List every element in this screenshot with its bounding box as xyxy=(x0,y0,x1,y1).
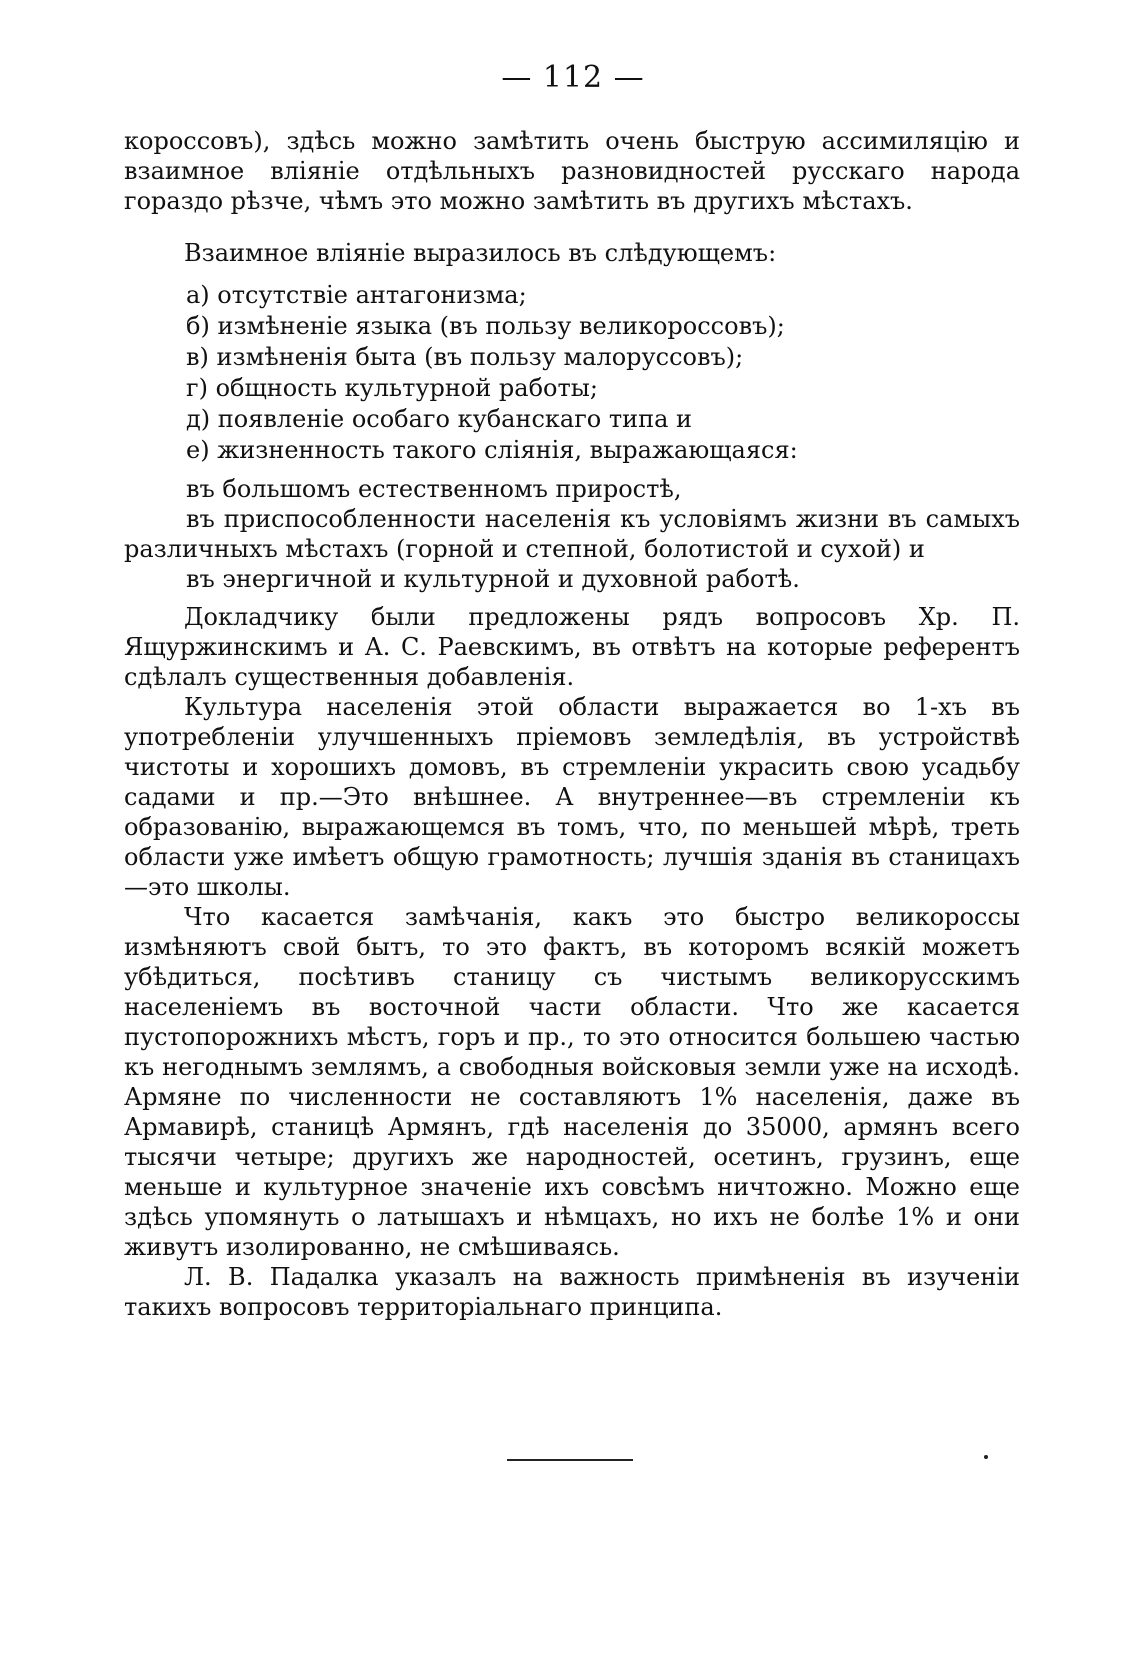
list-item: е) жизненность такого сліянія, выражающаяся: xyxy=(186,436,798,464)
list-item: г) общность культурной работы; xyxy=(186,374,598,402)
list-item: в) измѣненія быта (въ пользу малоруссовъ); xyxy=(186,343,744,371)
list-item: д) появленіе особаго кубанскаго типа и xyxy=(186,405,693,433)
list-item: а) отсутствіе антагонизма; xyxy=(186,281,527,309)
influence-list xyxy=(186,280,1020,466)
end-rule xyxy=(507,1459,633,1461)
body-paragraph: Что касается замѣчанія, какъ это быстро великороссы измѣняютъ свой бытъ, то это фактъ, въ которомъ всякій можетъ убѣдиться, посѣтивъ станицу съ чистымъ великорусскимъ населеніемъ въ восточной части области. Что же касается пустопорожнихъ мѣстъ, горъ и пр., то это относится большею частью къ негоднымъ землямъ, а свободныя войсковыя земли уже на исходѣ. Армяне по численности не составляютъ 1% населенія, даже въ Армавирѣ, станицѣ Армянъ, гдѣ населенія до 35000, армянъ всего тысячи четыре; другихъ же народностей, осетинъ, грузинъ, еще меньше и культурное значеніе ихъ совсѣмъ ничтожно. Можно еще здѣсь упомянуть о латышахъ и нѣмцахъ, но ихъ не болѣе 1% и они живутъ изолированно, не смѣшиваясь. xyxy=(124,903,1020,1261)
intro-paragraph: короссовъ), здѣсь можно замѣтить очень быструю ассимиляцію и взаимное вліяніе отдѣльныхъ разновидностей русскаго народа гораздо рѣзче, чѣмъ это можно замѣтить въ другихъ мѣстахъ. xyxy=(124,127,1020,215)
influence-heading: Взаимное вліяніе выразилось въ слѣдующемъ: xyxy=(184,239,777,267)
page-number: — 112 — xyxy=(501,60,645,95)
ink-speck xyxy=(984,1455,988,1459)
vitality-item: въ приспособленности населенія къ условіямъ жизни въ самыхъ различныхъ мѣстахъ (горной и степной, болотистой и сухой) и xyxy=(124,505,1020,563)
page-body xyxy=(124,126,1020,1322)
body-paragraph: Л. В. Падалка указалъ на важность примѣненія въ изученіи такихъ вопросовъ территоріальнаго принципа. xyxy=(124,1263,1020,1321)
vitality-items xyxy=(124,474,1020,594)
body-paragraph: Докладчику были предложены рядъ вопросовъ Хр. П. Ящуржинскимъ и А. С. Раевскимъ, въ отвѣтъ на которые референтъ сдѣлалъ существенныя добавленія. xyxy=(124,603,1020,691)
body-paragraph: Культура населенія этой области выражается во 1-хъ въ употребленіи улучшенныхъ пріемовъ земледѣлія, въ устройствѣ чистоты и хорошихъ домовъ, въ стремленіи украсить свою усадьбу садами и пр.—Это внѣшнее. А внутреннее—въ стремленіи къ образованію, выражающемся въ томъ, что, по меньшей мѣрѣ, треть области уже имѣетъ общую грамотность; лучшія зданія въ станицахъ—это школы. xyxy=(124,693,1020,901)
vitality-item: въ большомъ естественномъ приростѣ, xyxy=(186,475,682,503)
vitality-item: въ энергичной и культурной и духовной работѣ. xyxy=(186,565,800,593)
list-item: б) измѣненіе языка (въ пользу великороссовъ); xyxy=(186,312,785,340)
